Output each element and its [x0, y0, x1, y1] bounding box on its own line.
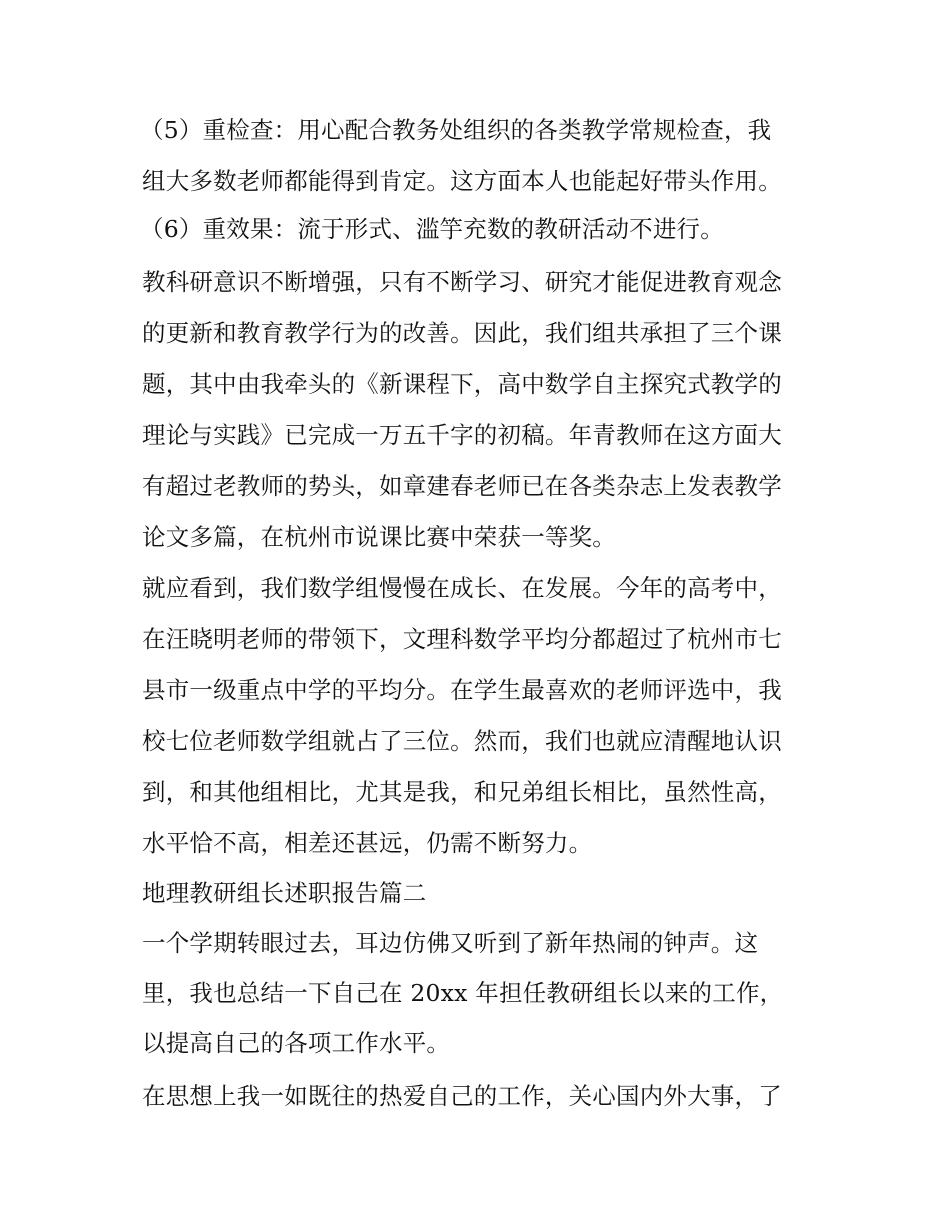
text-line: 题，其中由我牵头的《新课程下，高中数学自主探究式教学的: [142, 370, 782, 398]
text-line: 有超过老教师的势头，如章建春老师已在各类杂志上发表教学: [142, 472, 782, 500]
text-line: 一个学期转眼过去，耳边仿佛又听到了新年热闹的钟声。这: [142, 929, 759, 957]
text-line: 到，和其他组相比，尤其是我，和兄弟组长相比，虽然性高，: [142, 778, 782, 806]
text-line: 就应看到，我们数学组慢慢在成长、在发展。今年的高考中，: [142, 574, 782, 602]
text-line: 组大多数老师都能得到肯定。这方面本人也能起好带头作用。: [142, 167, 782, 195]
text-line: 理论与实践》已完成一万五千字的初稿。年青教师在这方面大: [142, 421, 782, 449]
text-line: 里，我也总结一下自己在 20xx 年担任教研组长以来的工作，: [142, 979, 784, 1007]
text-line: （5）重检查：用心配合教务处组织的各类教学常规检查，我: [140, 116, 772, 144]
text-line: 论文多篇，在杭州市说课比赛中荣获一等奖。: [142, 523, 616, 551]
text-line: 以提高自己的各项工作水平。: [142, 1029, 451, 1057]
text-line: （6）重效果：流于形式、滥竽充数的教研活动不进行。: [140, 215, 724, 243]
text-line: 水平恰不高，相差还甚远，仍需不断努力。: [142, 829, 593, 857]
text-line: 在汪晓明老师的带领下，文理科数学平均分都超过了杭州市七: [142, 625, 782, 653]
text-line: 校七位老师数学组就占了三位。然而，我们也就应清醒地认识: [142, 727, 782, 755]
text-line: 县市一级重点中学的平均分。在学生最喜欢的老师评选中，我: [142, 676, 782, 704]
text-line: 的更新和教育教学行为的改善。因此，我们组共承担了三个课: [142, 319, 782, 347]
section-heading: 地理教研组长述职报告篇二: [142, 879, 427, 907]
text-line: 在思想上我一如既往的热爱自己的工作，关心国内外大事，了: [142, 1082, 782, 1110]
text-line: 教科研意识不断增强，只有不断学习、研究才能促进教育观念: [142, 268, 782, 296]
